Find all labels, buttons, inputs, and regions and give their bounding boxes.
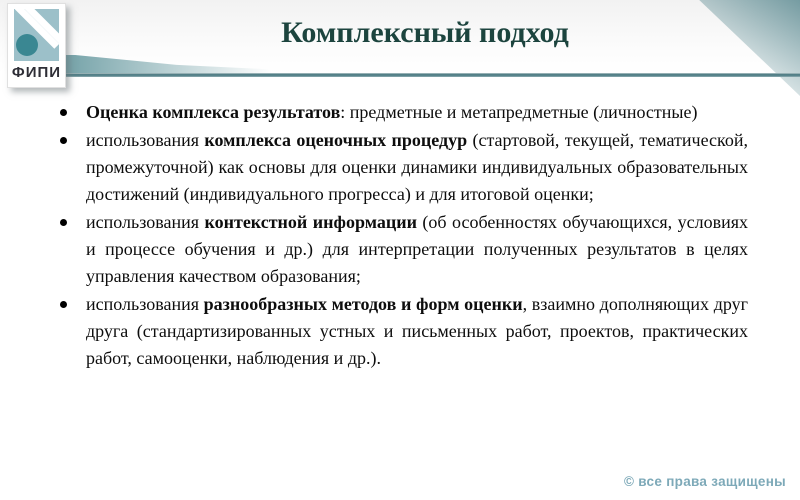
slide-title: Комплексный подход bbox=[281, 16, 569, 49]
header-divider bbox=[60, 73, 800, 77]
bullet-text: (стартовой, текущей, тематической, промежуточной) как основы для оценки динамики индивидуальных образовательных достижений (индивидуального прогресса) и для итоговой оценки; bbox=[86, 130, 748, 204]
bullet-text: : предметные и метапредметные (личностные) bbox=[340, 102, 698, 122]
logo-circle-icon bbox=[16, 34, 38, 56]
list-item bbox=[86, 99, 748, 126]
bullet-text: использования bbox=[86, 294, 204, 314]
bullet-list bbox=[48, 99, 748, 372]
bullet-text: , взаимно дополняющих друг друга (стандартизированных устных и письменных работ, проектов, практических работ, самооценки, наблюдения и др.). bbox=[86, 294, 749, 368]
bullet-text-bold: комплекса оценочных процедур bbox=[204, 130, 468, 150]
list-item bbox=[86, 209, 748, 290]
bullet-text-bold: контекстной информации bbox=[204, 212, 417, 232]
bullet-text-bold: Оценка комплекса результатов bbox=[86, 102, 341, 122]
bullet-text: использования bbox=[86, 212, 205, 232]
bullet-text: (об особенностях обучающихся, условиях и процессе обучения и др.) для интерпретации полученных результатов в целях управления качеством образования; bbox=[86, 212, 748, 286]
fipi-logo-icon bbox=[14, 9, 59, 61]
copyright-notice: © все права защищены bbox=[623, 474, 786, 489]
fipi-logo bbox=[7, 3, 66, 88]
list-item bbox=[86, 291, 748, 372]
list-item bbox=[86, 127, 748, 208]
bullet-text-bold: разнообразных методов и форм оценки bbox=[203, 294, 523, 314]
logo-text: ФИПИ bbox=[11, 64, 62, 81]
slide-body bbox=[48, 99, 748, 373]
bullet-text: использования bbox=[86, 130, 205, 150]
